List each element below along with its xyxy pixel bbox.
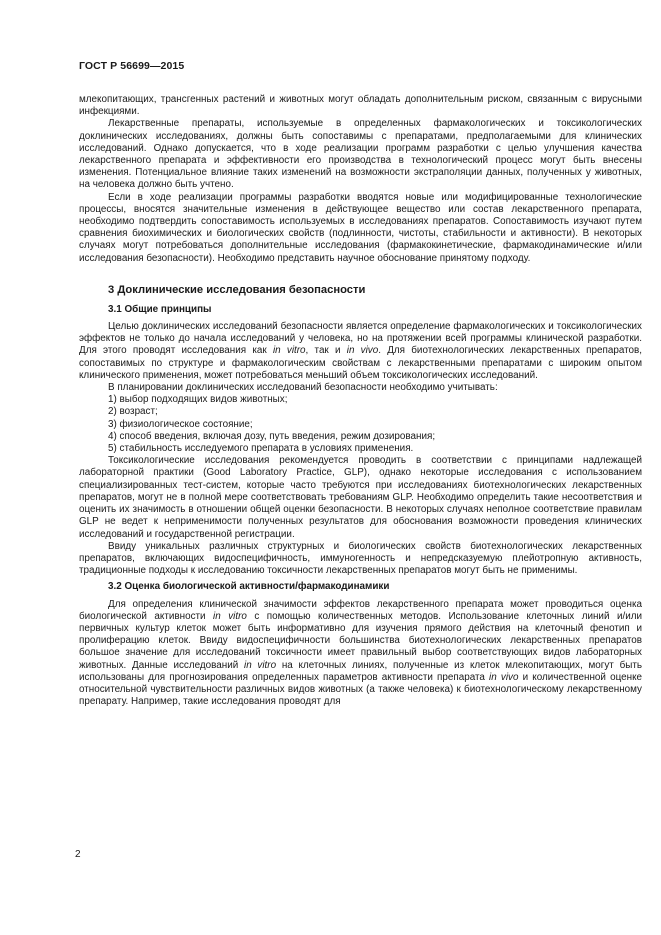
document-header: ГОСТ Р 56699—2015 xyxy=(79,60,185,72)
paragraph: Для определения клинической значимости эффектов лекарственного препарата может проводиться оценка биологической активности in vitro с помощью количественных методов. Использование клеточных линий и/или первичных культур клеток может быть информативно для изучения прямого действия на клеточный фенотип и пролиферацию клеток. Ввиду видоспецифичности большинства биотехнологических лекарственных препаратов большое значение для исследований токсичности имеет правильный выбор соответствующих видов лабораторных животных. Данные исследований in vitro на клеточных линиях, полученные из клеток млекопитающих, могут быть использованы для прогнозирования определенных параметров активности препарата in vivo и количественной оценке относительной чувствительности различных видов животных (а также человека) к биотехнологическому лекарственному препарату. Например, такие исследования проводят для xyxy=(79,598,642,708)
list-item: 3) физиологическое состояние; xyxy=(108,418,253,430)
paragraph: Целью доклинических исследований безопасности является определение фармакологических и токсикологических эффектов не только до начала исследований у человека, но на протяжении всей программы клинической разработки. Для этого проводят исследования как in vitro, так и in vivo. Для биотехнологических лекарственных препаратов, сопоставимых по структуре и фармакологическим свойствам с лекарственными препаратами с широким опытом клинического применения, может потребоваться меньший объем токсикологических исследований. xyxy=(79,321,643,381)
page-number: 2 xyxy=(75,849,81,860)
list-item: 1) выбор подходящих видов животных; xyxy=(108,394,288,406)
subsection-heading: 3.1 Общие принципы xyxy=(108,303,212,315)
list-item: 4) способ введения, включая дозу, путь введения, режим дозирования; xyxy=(108,430,436,442)
section-heading: 3 Доклинические исследования безопасности xyxy=(108,283,366,296)
paragraph: Лекарственные препараты, используемые в определенных фармакологических и токсикологических доклинических исследованиях, должны быть сопоставимы с препаратами, предполагаемыми для клинических исследований. Однако допускается, что в ходе реализации программ разработки с целью улучшения качества лекарственного препарата и эффективности его производства в технологический процесс могут быть внесены изменения. Потенциальное влияние таких изменений на возможности экстраполяции данных, полученных у животных, на человека должно быть учтено. xyxy=(79,118,642,191)
paragraph: млекопитающих, трансгенных растений и животных могут обладать дополнительным риском, связанным с вирусными инфекциями. xyxy=(79,94,642,118)
list-item: 2) возраст; xyxy=(108,406,158,418)
paragraph: Если в ходе реализации программы разработки вводятся новые или модифицированные технологические процессы, вносятся значительные изменения в действующее вещество или состав лекарственного препарата, необходимо подтвердить сопоставимость используемых в исследованиях препаратов. Сопоставимость изучают путем сравнения биохимических и биологических свойств (подлинности, чистоты, стабильности и активности). В некоторых случаях могут потребоваться дополнительные исследования (фармакокинетические, фармакодинамические и/или исследования безопасности). Необходимо представить научное обоснование принятому подходу. xyxy=(79,191,642,264)
paragraph: Ввиду уникальных различных структурных и биологических свойств биотехнологических лекарственных препаратов, включающих видоспецифичность, иммуногенность и непредсказуемую плейотропную активность, традиционные подходы к исследованию токсичности лекарственных препаратов могут быть не применимы. xyxy=(79,540,642,577)
list-item: 5) стабильность исследуемого препарата в условиях применения. xyxy=(108,443,414,455)
paragraph: В планировании доклинических исследований безопасности необходимо учитывать: xyxy=(108,382,498,394)
page-content xyxy=(79,94,642,708)
paragraph: Токсикологические исследования рекомендуется проводить в соответствии с принципами надлежащей лабораторной практики (Good Laboratory Practice, GLP), однако некоторые исследования с использованием специализированных тест-систем, которые часто требуются при исследованиях биотехнологических лекарственных препаратов, могут не в полной мере соответствовать требованиям GLP. Необходимо определить такие несоответствия и оценить их значимость в отношении общей оценки безопасности. В некоторых случаях неполное соответствие правилам GLP не ведет к неприменимости полученных результатов для обоснования возможности проведения клинических исследований и государственной регистрации. xyxy=(79,455,642,540)
subsection-heading: 3.2 Оценка биологической активности/фармакодинамики xyxy=(108,581,390,593)
